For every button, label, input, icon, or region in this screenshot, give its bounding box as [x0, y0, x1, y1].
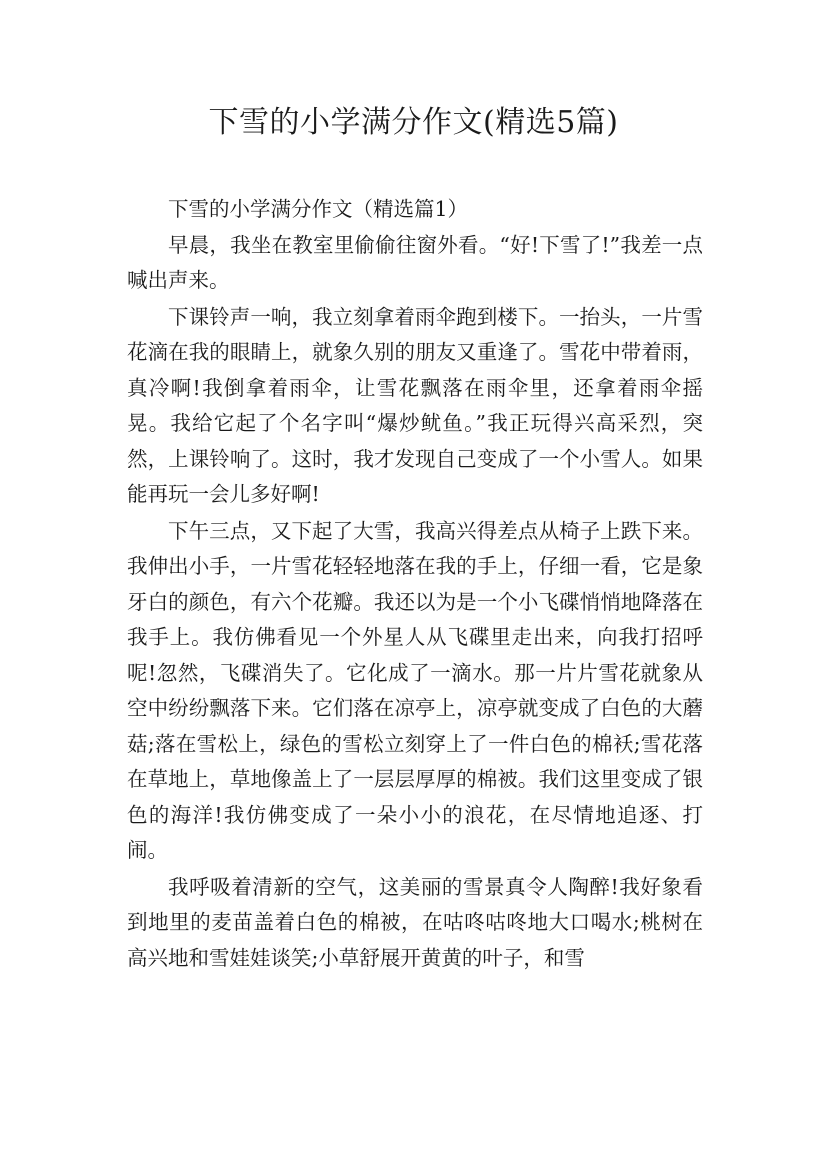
paragraph-3: 下午三点，又下起了大雪，我高兴得差点从椅子上跌下来。我伸出小手，一片雪花轻轻地落在我的手上，仔细一看，它是象牙白的颜色，有六个花瓣。我还以为是一个小飞碟悄悄地降落在我手上。我仿佛看见一个外星人从飞碟里走出来，向我打招呼呢!忽然，飞碟消失了。它化成了一滴水。那一片片雪花就象从空中纷纷飘落下来。它们落在凉亭上，凉亭就变成了白色的大蘑菇;落在雪松上，绿色的雪松立刻穿上了一件白色的棉袄;雪花落在草地上，草地像盖上了一层层厚厚的棉被。我们这里变成了银色的海洋!我仿佛变成了一朵小小的浪花，在尽情地追逐、打闹。	[127, 518, 703, 862]
section-heading: 下雪的小学满分作文（精选篇1）	[168, 197, 469, 221]
paragraph-2: 下课铃声一响，我立刻拿着雨伞跑到楼下。一抬头，一片雪花滴在我的眼睛上，就象久别的朋友又重逢了。雪花中带着雨，真冷啊!我倒拿着雨伞，让雪花飘落在雨伞里，还拿着雨伞摇晃。我给它起了个名字叫“爆炒鱿鱼。”我正玩得兴高采烈，突然，上课铃响了。这时，我才发现自己变成了一个小雪人。如果能再玩一会儿多好啊!	[127, 304, 703, 506]
document-title: 下雪的小学满分作文(精选5篇)	[208, 105, 619, 140]
document-body	[127, 192, 703, 976]
paragraph-4: 我呼吸着清新的空气，这美丽的雪景真令人陶醉!我好象看到地里的麦苗盖着白色的棉被，在咕咚咕咚地大口喝水;桃树在高兴地和雪娃娃谈笑;小草舒展开黄黄的叶子，和雪	[127, 874, 703, 970]
paragraph-1: 早晨，我坐在教室里偷偷往窗外看。“好!下雪了!”我差一点喊出声来。	[127, 232, 703, 292]
